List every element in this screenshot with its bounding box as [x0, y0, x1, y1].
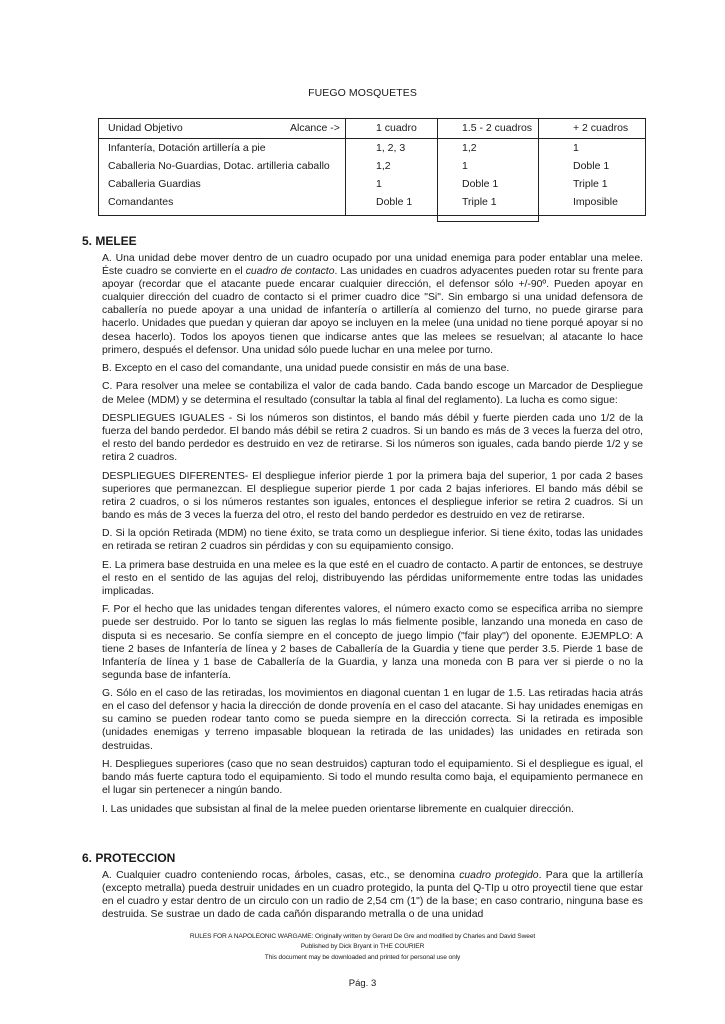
header-col-3: + 2 cuadros	[573, 122, 629, 134]
paragraph-e: E. La primera base destruida en una melee es la que esté en el cuadro de contacto. A partir de entonces, se destruye el resto en el sentido de las agujas del reloj, distribuyendo las pérdidas uniformemente entre todas las unidades implicadas.	[102, 559, 643, 597]
header-range: Alcance ->	[290, 122, 340, 134]
section-heading-melee: 5. MELEE	[82, 234, 137, 248]
paragraph-d: D. Si la opción Retirada (MDM) no tiene éxito, se trata como un despliegue inferior. Si tiene éxito, todas las unidades en retirada se retiran 2 cuadros sin pérdidas y con su equipamiento consigo.	[102, 528, 643, 553]
paragraph-a: A. Una unidad debe mover dentro de un cuadro ocupado por una unidad enemiga para poder entablar una melee. Éste cuadro se convierte en el cuadro de contacto. Las unidades en cuadros adyacentes pueden rotar su frente para apoyar (recordar que el atacante puede encarar cualquier dirección, el defensor sólo +/-90º. Pueden apoyar en cualquier dirección del cuadro de contacto si el primer cuadro dice "Si". Sin embargo si una unidad defensora de caballería no puede apoyar a una unidad de infantería o artillería al comienzo del turno, no puede girarse para hacerlo. Unidades que puedan y quieran dar apoyo se incluyen en la melee (una unidad no tiene porqué apoyar si no desea hacerlo). Todos los apoyos tienen que indicarse antes que las melees se resuelvan; al atacante lo hace primero, después el defensor. Una unidad sólo puede luchar en una melee por turno.	[102, 253, 643, 356]
section-body-melee	[102, 252, 643, 821]
paragraph-i: I. Las unidades que subsistan al final de la melee pueden orientarse libremente en cualquier dirección.	[102, 803, 574, 815]
paragraph-despliegues-iguales: DESPLIEGUES IGUALES - Si los números son distintos, el bando más débil y fuerte pierden cada uno 1/2 de la fuerza del bando perdedor. El bando más débil se retira 2 cuadros. Si un bando es más de 3 veces la fuerza del otro, el resto del bando perdedor es destruido en vez de retirarse. Si los números son iguales, cada bando pierde 1/2 y se retira 2 cuadros.	[102, 412, 643, 464]
section-heading-proteccion: 6. PROTECCION	[82, 851, 176, 865]
row-value: Imposible	[573, 196, 618, 208]
header-divider	[98, 138, 646, 139]
column-divider	[345, 118, 346, 215]
row-value: Doble 1	[376, 196, 413, 208]
page-footer	[0, 932, 725, 963]
row-unit: Comandantes	[108, 196, 174, 208]
row-value: Doble 1	[573, 160, 610, 172]
paragraph-b: B. Excepto en el caso del comandante, una unidad puede consistir en más de una base.	[102, 363, 510, 375]
row-unit: Caballeria Guardias	[108, 178, 201, 190]
column-divider	[538, 118, 539, 222]
header-col-2: 1.5 - 2 cuadros	[462, 122, 533, 134]
section-body-proteccion	[102, 869, 643, 927]
paragraph-c: C. Para resolver una melee se contabiliza el valor de cada bando. Cada bando escoge un Marcador de Despliegue de Melee (MDM) y se determina el resultado (consultar la tabla al final del reglamento). La lucha es como sigue:	[102, 381, 643, 406]
footer-credits: RULES FOR A NAPOLEONIC WARGAME: Originally written by Gerard De Gre and modified by Charles and David Sweet	[189, 933, 536, 940]
row-value: 1, 2, 3	[376, 142, 406, 154]
footer-license: This document may be downloaded and printed for personal use only	[264, 953, 461, 961]
row-unit: Caballeria No-Guardias, Dotac. artilleria caballo	[108, 160, 330, 172]
table-title: FUEGO MOSQUETES	[308, 87, 417, 99]
row-value: Triple 1	[462, 196, 497, 208]
footer-publisher: Published by Dick Bryant in THE COURIER	[300, 943, 425, 951]
row-value: 1,2	[462, 142, 477, 154]
paragraph-f: F. Por el hecho que las unidades tengan diferentes valores, el número exacto como se especifica arriba no siempre puede ser destruido. Por lo tanto se siguen las reglas lo más fielmente posible, lanzando una moneda en caso de disputa si es necesario. Se confía siempre en el concepto de juego limpio ("fair play") del oponente. EJEMPLO: A tiene 2 bases de Infantería de línea y 2 bases de Caballería de la Guardia y tiene que perder 3.5. Pierde 1 base de Infantería de línea y 1 base de Caballería de la Guardia, y lanza una moneda con B para ver si pierde o no la segunda base de infantería.	[102, 604, 643, 681]
row-value: 1	[573, 142, 579, 154]
paragraph-despliegues-diferentes: DESPLIEGUES DIFERENTES- El despliegue inferior pierde 1 por la primera baja del superior, 1 por cada 2 bases superiores que permanezcan. El despliegue superior pierde 1 por cada 2 bajas inferiores. El bando más débil se retira 2 cuadros, o si los números restantes son iguales, entonces el despliegue inferior se retira 2 cuadros. Si un bando es más de 3 veces la fuerza del otro, el resto del bando perdedor es destruido en vez de retirarse.	[102, 470, 643, 521]
row-value: 1	[462, 160, 468, 172]
row-value: 1	[376, 178, 382, 190]
column-divider	[437, 118, 438, 222]
paragraph-g: G. Sólo en el caso de las retiradas, los movimientos en diagonal cuentan 1 en lugar de 1.5. Las retiradas hacia atrás en el caso del defensor y hacia la dirección de donde provenía en el caso del atacante. Si hay unidades enemigas en su camino se pueden rodear tanto como se pueda siempre en la dirección correcta. Si la retirada es imposible (unidades enemigas y terreno impasable bloquean la retirada de las unidades) las unidades en retirada son destruidas.	[102, 688, 643, 752]
header-col-1: 1 cuadro	[376, 122, 417, 134]
row-value: Doble 1	[462, 178, 499, 190]
paragraph-a: A. Cualquier cuadro conteniendo rocas, árboles, casas, etc., se denomina cuadro protegido. Para que la artillería (excepto metralla) pueda destruir unidades en un cuadro protegido, la punta del Q-TIp u otro proyectil tiene que estar en el cuadro y estar dentro de un circulo con un radio de 2,54 cm (1") de la base; en caso contrario, ninguna base es destruida. Se sustrae un dado de cada cañón disparando metralla o de una unidad	[102, 870, 643, 921]
row-value: 1,2	[376, 160, 391, 172]
column-bottom-border	[437, 221, 538, 222]
paragraph-h: H. Despliegues superiores (caso que no sean destruidos) capturan todo el equipamiento. Si el despliegue es igual, el bando más fuerte captura todo el equipamiento. Si todo el mundo resulta como baja, el equipamiento permanece en el lugar sin pertenecer a ningún bando.	[102, 758, 643, 797]
page-number: Pág. 3	[348, 978, 377, 989]
header-target: Unidad Objetivo	[108, 122, 183, 134]
row-unit: Infantería, Dotación artillería a pie	[108, 142, 266, 154]
row-value: Triple 1	[573, 178, 608, 190]
